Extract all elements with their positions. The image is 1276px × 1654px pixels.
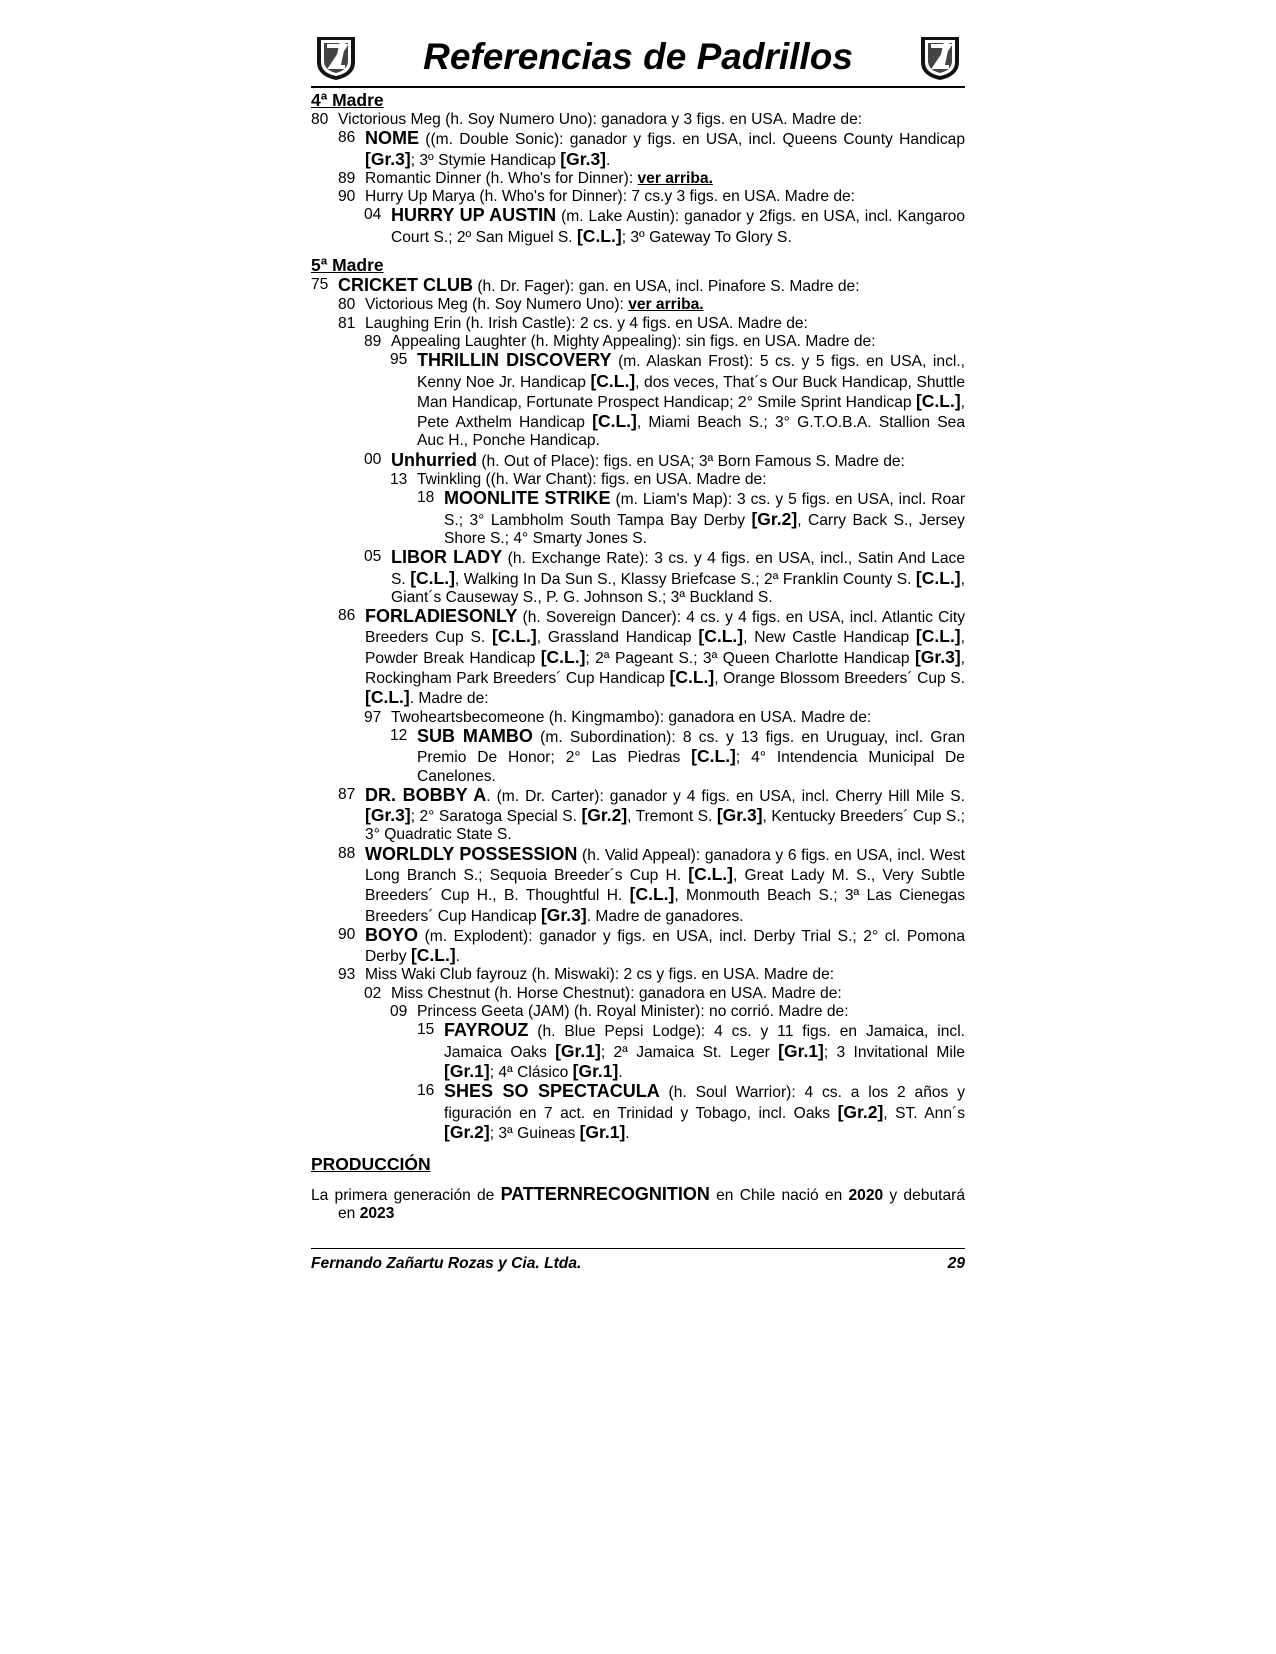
grade-label: [Gr.2] <box>751 508 798 529</box>
grade-label: [Gr.3] <box>716 805 763 826</box>
pedigree-entry: 15 FAYROUZ (h. Blue Pepsi Lodge): 4 cs. y 11 figs. en Jamaica, incl. Jamaica Oaks [Gr.1]; 2ª Jamaica St. Leger [Gr.1]; 3 Invitational Mile [Gr.1]; 4ª Clásico [Gr.1]. <box>417 1020 965 1081</box>
grade-label: [C.L.] <box>576 225 622 246</box>
horse-name: SHES SO SPECTACULA <box>444 1081 660 1102</box>
section-heading-produccion: PRODUCCIÓN <box>311 1154 431 1175</box>
document-page <box>311 30 965 1224</box>
grade-label: [Gr.1] <box>572 1060 619 1081</box>
grade-label: [Gr.3] <box>560 148 607 169</box>
pedigree-entry: 80 Victorious Meg (h. Soy Numero Uno): ver arriba. <box>338 296 704 314</box>
pedigree-entry: 90 Hurry Up Marya (h. Who's for Dinner): 7 cs.y 3 figs. en USA. Madre de: <box>338 188 856 206</box>
grade-label: [Gr.2] <box>837 1101 884 1122</box>
page-title: Referencias de Padrillos <box>423 36 853 77</box>
horse-name: LIBOR LADY <box>391 547 503 568</box>
horse-name: MOONLITE STRIKE <box>444 488 611 509</box>
grade-label: [C.L.] <box>691 746 736 767</box>
pedigree-entry: 13 Twinkling ((h. War Chant): figs. en USA. Madre de: <box>390 471 767 489</box>
pedigree-entry: 16 SHES SO SPECTACULA (h. Soul Warrior): 4 cs. a los 2 años y figuración en 7 act. en Trinidad y Tobago, incl. Oaks [Gr.2], ST. Ann´s [Gr.2]; 3ª Guineas [Gr.1]. <box>417 1081 966 1142</box>
horse-name: CRICKET CLUB <box>338 275 473 296</box>
pedigree-entry: 05 LIBOR LADY (h. Exchange Rate): 3 cs. y 4 figs. en USA, incl., Satin And Lace S. [C.L.], Walking In Da Sun S., Klassy Briefcase S.; 2ª Franklin County S. [C.L.], Giant´s Causeway S., P. G. Johnson S.; 3ª Buckland S. <box>364 547 965 606</box>
grade-label: [C.L.] <box>410 945 456 966</box>
horse-name: DR. BOBBY A <box>365 784 487 805</box>
pedigree-content <box>311 90 965 1224</box>
grade-label: [Gr.1] <box>778 1040 824 1061</box>
pedigree-entry: 75 CRICKET CLUB (h. Dr. Fager): gan. en USA, incl. Pinafore S. Madre de: <box>311 275 860 296</box>
horse-name: THRILLIN DISCOVERY <box>417 350 612 371</box>
produccion-paragraph: La primera generación de PATTERNRECOGNITION en Chile nació en 2020 y debutará en 2023 <box>311 1184 965 1223</box>
see-above-link: ver arriba. <box>637 169 713 187</box>
page-header <box>311 30 965 88</box>
horse-name: FAYROUZ <box>444 1020 529 1041</box>
pedigree-entry: 81 Laughing Erin (h. Irish Castle): 2 cs. y 4 figs. en USA. Madre de: <box>338 314 808 332</box>
page-number: 29 <box>947 1255 965 1272</box>
grade-label: [Gr.2] <box>444 1121 490 1142</box>
horse-name: Unhurried <box>391 449 478 470</box>
grade-label: [C.L.] <box>590 370 636 391</box>
pedigree-entry: 89 Romantic Dinner (h. Who's for Dinner): ver arriba. <box>338 169 713 187</box>
grade-label: [C.L.] <box>688 863 733 884</box>
zr-shield-logo-icon <box>917 34 963 82</box>
pedigree-entry: 12 SUB MAMBO (m. Subordination): 8 cs. y 13 figs. en Uruguay, incl. Gran Premio De Honor; 2° Las Piedras [C.L.]; 4° Intendencia Municipal De Canelones. <box>390 725 965 785</box>
grade-label: [Gr.2] <box>581 805 628 826</box>
grade-label: [C.L.] <box>540 646 586 667</box>
grade-label: [Gr.1] <box>555 1040 601 1061</box>
grade-label: [C.L.] <box>592 411 637 432</box>
grade-label: [C.L.] <box>698 626 744 647</box>
pedigree-entry: 02 Miss Chestnut (h. Horse Chestnut): ganadora en USA. Madre de: <box>364 984 842 1002</box>
grade-label: [C.L.] <box>365 687 410 708</box>
pedigree-entry: 87 DR. BOBBY A. (m. Dr. Carter): ganador y 4 figs. en USA, incl. Cherry Hill Mile S. [Gr.3]; 2° Saratoga Special S. [Gr.2], Tremont S. [Gr.3], Kentucky Breeders´ Cup S.; 3° Quadratic State S. <box>338 784 966 844</box>
pedigree-entry: 88 WORLDLY POSSESSION (h. Valid Appeal): ganadora y 6 figs. en USA, incl. West Long Branch S.; Sequoia Breeder´s Cup H. [C.L.], Great Lady M. S., Very Subtle Breeders´ Cup H., B. Thoughtful H. [C.L.], Monmouth Beach S.; 3ª Las Cienegas Breeders´ Cup Handicap [Gr.3]. Madre de ganadores. <box>338 843 965 925</box>
grade-label: [Gr.3] <box>365 805 411 826</box>
grade-label: [C.L.] <box>492 626 537 647</box>
horse-name: BOYO <box>365 924 419 945</box>
see-above-link: ver arriba. <box>628 296 704 314</box>
pedigree-entry: 18 MOONLITE STRIKE (m. Liam's Map): 3 cs. y 5 figs. en USA, incl. Roar S.; 3° Lambholm South Tampa Bay Derby [Gr.2], Carry Back S., Jersey Shore S.; 4° Smarty Jones S. <box>417 488 966 547</box>
pedigree-entry: 86 FORLADIESONLY (h. Sovereign Dancer): 4 cs. y 4 figs. en USA, incl. Atlantic City Breeders Cup S. [C.L.], Grassland Handicap [C.L.], New Castle Handicap [C.L.], Powder Break Handicap [C.L.]; 2ª Pageant S.; 3ª Queen Charlotte Handicap [Gr.3], Rockingham Park Breeders´ Cup Handicap [C.L.], Orange Blossom Breeders´ Cup S. [C.L.]. Madre de: <box>338 606 965 708</box>
pedigree-entry: 95 THRILLIN DISCOVERY (m. Alaskan Frost): 5 cs. y 5 figs. en USA, incl., Kenny Noe Jr. Handicap [C.L.], dos veces, That´s Our Buck Handicap, Shuttle Man Handicap, Fortunate Prospect Handicap; 2° Smile Sprint Handicap [C.L.], Pete Axthelm Handicap [C.L.], Miami Beach S.; 3° G.T.O.B.A. Stallion Sea Auc H., Ponche Handicap. <box>390 350 965 450</box>
pedigree-entry: 04 HURRY UP AUSTIN (m. Lake Austin): ganador y 2figs. en USA, incl. Kangaroo Court S.; 2º San Miguel S. [C.L.]; 3º Gateway To Glory S. <box>364 205 965 246</box>
horse-name: PATTERNRECOGNITION <box>500 1184 710 1205</box>
horse-name: HURRY UP AUSTIN <box>391 205 557 226</box>
pedigree-entry: 97 Twoheartsbecomeone (h. Kingmambo): ganadora en USA. Madre de: <box>364 708 872 726</box>
grade-label: [C.L.] <box>915 626 961 647</box>
grade-label: [C.L.] <box>915 567 961 588</box>
grade-label: [Gr.1] <box>579 1121 626 1142</box>
pedigree-entry: 93 Miss Waki Club fayrouz (h. Miswaki): 2 cs y figs. en USA. Madre de: <box>338 966 835 984</box>
horse-name: FORLADIESONLY <box>365 606 518 627</box>
pedigree-entry: 00 Unhurried (h. Out of Place): figs. en USA; 3ª Born Famous S. Madre de: <box>364 449 905 470</box>
pedigree-entry: 80 Victorious Meg (h. Soy Numero Uno): ganadora y 3 figs. en USA. Madre de: <box>311 111 863 128</box>
pedigree-entry: 86 NOME ((m. Double Sonic): ganador y figs. en USA, incl. Queens County Handicap [Gr.3]; 3º Stymie Handicap [Gr.3]. <box>338 128 965 169</box>
horse-name: SUB MAMBO <box>417 725 533 746</box>
grade-label: [C.L.] <box>410 567 455 588</box>
grade-label: [C.L.] <box>629 884 675 905</box>
footer-company: Fernando Zañartu Rozas y Cia. Ltda. <box>311 1255 582 1272</box>
horse-name: WORLDLY POSSESSION <box>365 843 578 864</box>
grade-label: [C.L.] <box>915 390 961 411</box>
grade-label: [C.L.] <box>669 667 715 688</box>
pedigree-entry: 09 Princess Geeta (JAM) (h. Royal Minister): no corrió. Madre de: <box>390 1003 849 1021</box>
page-footer <box>311 1248 965 1273</box>
grade-label: [Gr.3] <box>365 148 411 169</box>
grade-label: [Gr.1] <box>444 1060 490 1081</box>
pedigree-entry: 89 Appealing Laughter (h. Mighty Appealing): sin figs. en USA. Madre de: <box>364 332 876 350</box>
pedigree-entry: 90 BOYO (m. Explodent): ganador y figs. en USA, incl. Derby Trial S.; 2° cl. Pomona Derby [C.L.]. <box>338 924 965 966</box>
grade-label: [Gr.3] <box>540 904 587 925</box>
grade-label: [Gr.3] <box>914 646 961 667</box>
section-heading-4a-madre: 4ª Madre <box>311 90 384 110</box>
horse-name: NOME <box>365 128 419 149</box>
section-heading-5a-madre: 5ª Madre <box>311 255 384 276</box>
